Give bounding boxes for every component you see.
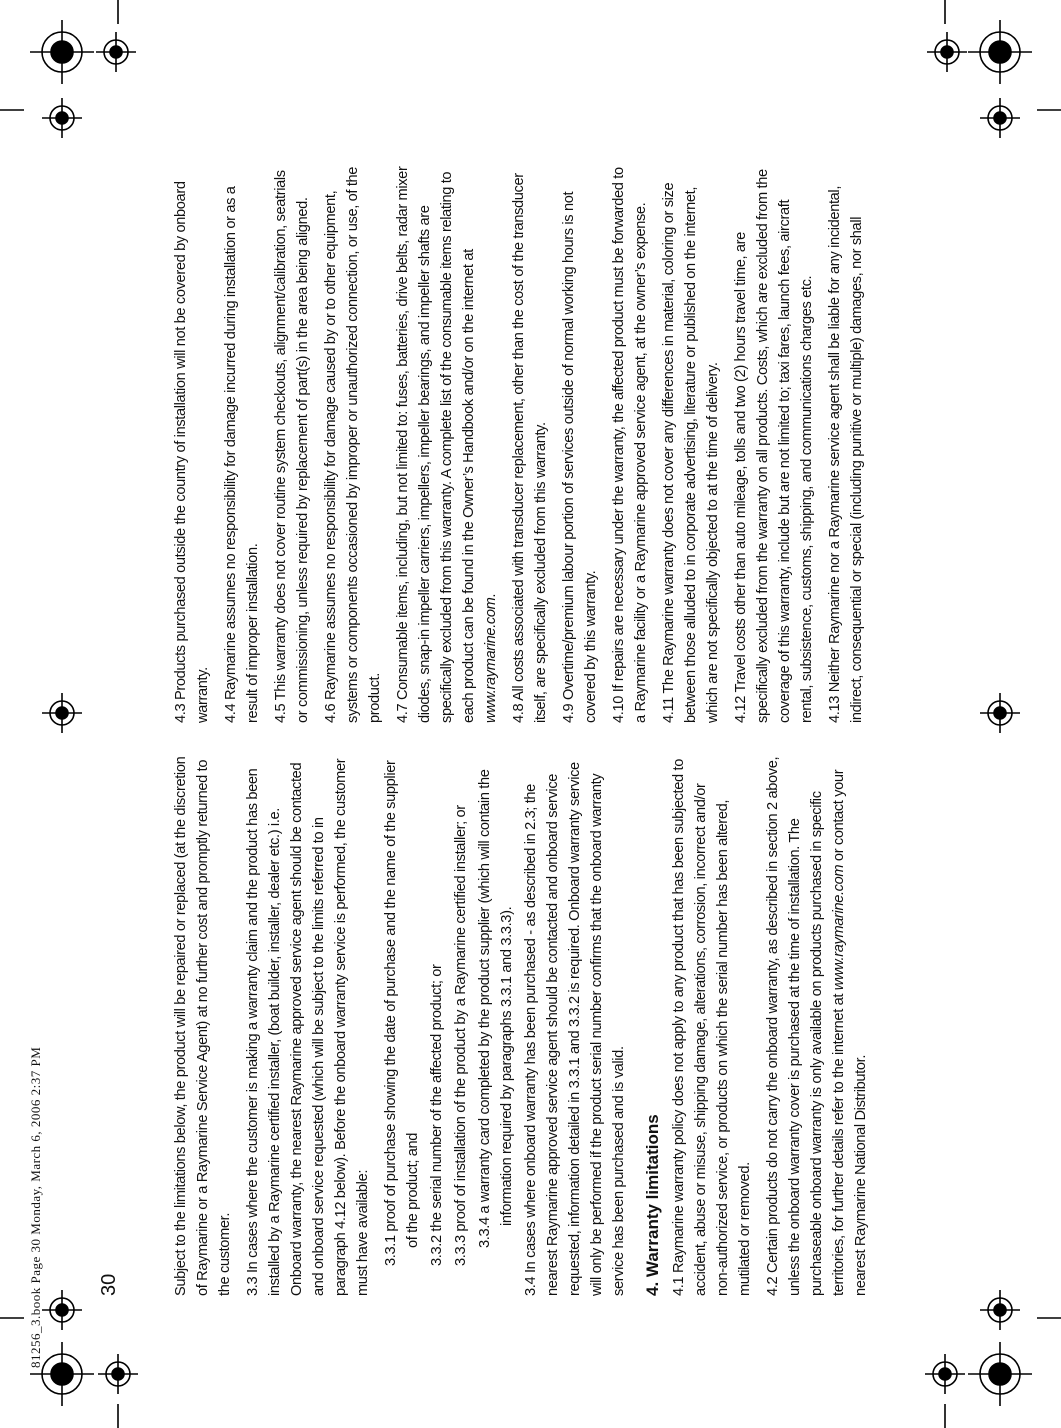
paragraph-3-3: 3.3 In cases where the customer is making a warranty claim and the product has been installed by a Raymarine certified installer, (boat builder, installer, dealer etc.) i.e. Onboard warranty, the nearest Raymarine approved service agent should be contacted and onboard service requested (which will be subject to the limits referred to in paragraph 4.12 below). Before the onboard warranty service is performed, the customer must have available:: [245, 758, 371, 1296]
right-column: [170, 163, 874, 723]
paragraph-4-3: 4.3 Products purchased outside the country of installation will not be covered by onboard warranty.: [173, 181, 211, 723]
book-slug: 81256_3.book Page 30 Monday, March 6, 2006 2:37 PM: [28, 1046, 43, 1368]
paragraph-4-11: 4.11 The Raymarine warranty does not cover any differences in material, coloring or size between those alluded to in corporate advertising, literature or published on the internet, which are not specifically objected to at the time of delivery.: [661, 182, 721, 723]
paragraph-4-12: 4.12 Travel costs other than auto mileage, tolls and two (2) hours travel time, are specifically excluded from the warranty on all products. Costs, which are excluded from the coverage of this warranty, include but are not limited to; taxi fares, launch fees, aircraft rental, subsistence, customs, shipping, and communications charges etc.: [733, 169, 815, 723]
paragraph-4-6: 4.6 Raymarine assumes no responsibility for damage caused by or to other equipment, systems or components occasioned by improper or unauthorized connection, or use, of the product.: [323, 166, 383, 723]
paragraph-3-3-2: 3.3.2 the serial number of the affected product; or: [429, 964, 445, 1266]
paragraph-4-13: 4.13 Neither Raymarine nor a Raymarine service agent shall be liable for any incidental, indirect, consequential or special (including punitive or multiple) damages, nor shall: [827, 185, 865, 723]
paragraph-3-3-4: 3.3.4 a warranty card completed by the product supplier (which will contain the information required by paragraphs 3.3.1 and 3.3.3).: [477, 769, 515, 1248]
raymarine-url-link[interactable]: www.raymarine.com: [483, 597, 499, 723]
section-heading-warranty-limitations: 4. Warranty limitations: [643, 1114, 662, 1296]
page-number: 30: [98, 1273, 120, 1296]
paragraph-4-10: 4.10 If repairs are necessary under the warranty, the affected product must be forwarded to a Raymarine facility or a Raymarine approved service agent, at the owner’s expense.: [611, 167, 649, 723]
paragraph-intro: Subject to the limitations below, the product will be repaired or replaced (at the discretion of Raymarine or a Raymarine Service Agent) at no further cost and promptly returned to the customer.: [173, 756, 233, 1296]
paragraph-3-3-3: 3.3.3 proof of installation of the product by a Raymarine certified installer; or: [453, 805, 469, 1266]
paragraph-4-5: 4.5 This warranty does not cover routine system checkouts, alignment/calibration, seatrials or commissioning, unless required by replacement of part(s) in the area being aligned.: [273, 170, 311, 723]
paragraph-4-7-text: 4.7 Consumable items, including, but not limited to: fuses, batteries, drive belts, radar mixer diodes, snap-in impeller carriers, impellers, impeller bearings, and impeller shafts are specifically excluded from this warranty. A complete list of the consumable items relating to each product can be found in the Owner’s Handbook and/or on the internet at: [395, 166, 477, 723]
paragraph-4-2: [762, 756, 872, 1296]
paragraph-4-7: [392, 163, 502, 723]
raymarine-url-link[interactable]: www.raymarine.com: [831, 864, 847, 991]
paragraph-4-7-text-end: .: [483, 593, 499, 598]
paragraph-4-2-text: 4.2 Certain products do not carry the onboard warranty, as described in section 2 above, unless the onboard warranty cover is purchased at the time of installation. The purchaseable onboard warranty is only available on products purchased in specific territories, for further details refer to the internet at: [765, 756, 847, 1296]
paragraph-4-2-text-end: or contact your nearest Raymarine National Distributor.: [831, 769, 869, 1296]
paragraph-3-4: 3.4 In cases where onboard warranty has been purchased - as described in 2.3; the nearest Raymarine approved service agent should be contacted and onboard service requested, information detailed in 3.3.1 and 3.3.2 is required. Onboard warranty service will only be performed if the product serial number confirms that the onboard warranty service has been purchased and is valid.: [523, 762, 627, 1296]
left-column: [170, 756, 878, 1296]
paragraph-3-3-1: 3.3.1 proof of purchase showing the date of purchase and the name of the supplier of the product; and: [383, 760, 421, 1266]
paragraph-4-8: 4.8 All costs associated with transducer replacement, other than the cost of the transducer itself, are specifically excluded from this warranty.: [511, 173, 549, 723]
paragraph-4-1: 4.1 Raymarine warranty policy does not apply to any product that has been subjected to accident, abuse or misuse, shipping damage, alterations, corrosion, incorrect and/or non-authorized service, or products on which the serial number has been altered, mutilated or removed.: [671, 759, 753, 1296]
paragraph-4-4: 4.4 Raymarine assumes no responsibility for damage incurred during installation or as a result of improper installation.: [223, 186, 261, 723]
paragraph-4-9: 4.9 Overtime/premium labour portion of services outside of normal working hours is not covered by this warranty.: [561, 191, 599, 723]
